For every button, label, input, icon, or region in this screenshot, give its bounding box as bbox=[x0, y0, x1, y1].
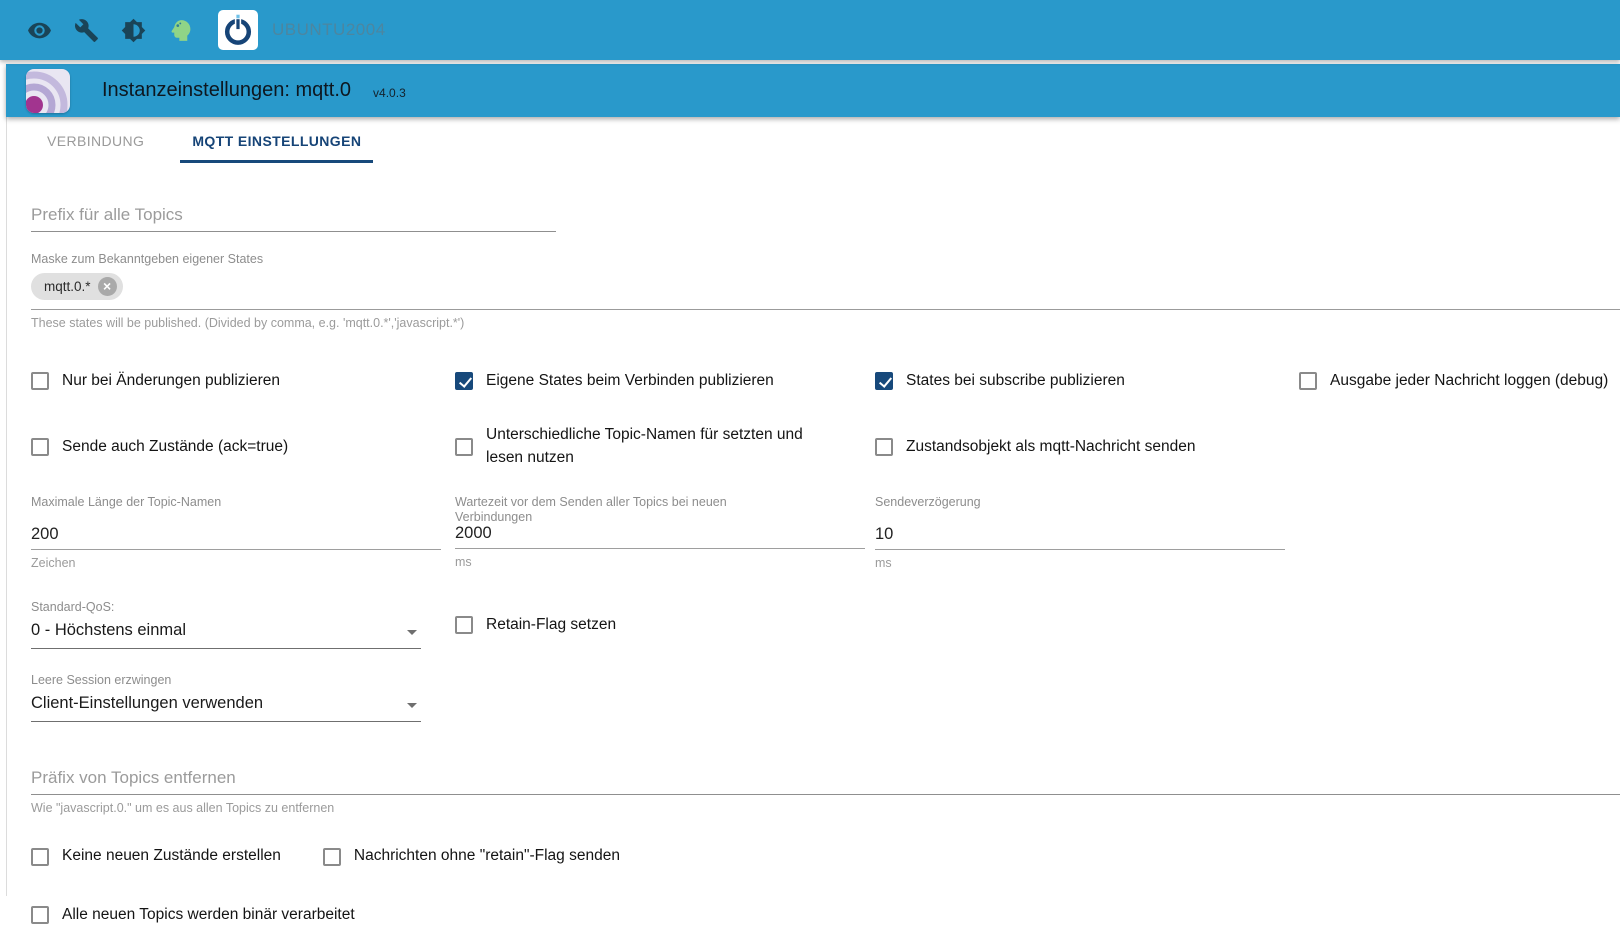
settings-panel bbox=[6, 117, 1620, 923]
checkbox-retain-flag[interactable]: Retain-Flag setzen bbox=[455, 614, 875, 636]
send-delay-new-connections-unit: ms bbox=[455, 555, 472, 570]
form-content bbox=[7, 163, 1620, 926]
checkbox-row-3 bbox=[31, 845, 1620, 867]
visibility-icon[interactable] bbox=[26, 17, 52, 43]
clean-session-label: Leere Session erzwingen bbox=[31, 673, 172, 688]
remove-prefix-block bbox=[31, 766, 1620, 815]
app-bar bbox=[0, 0, 1620, 60]
clean-session-selected-value: Client-Einstellungen verwenden bbox=[31, 694, 264, 713]
brightness-icon[interactable] bbox=[120, 17, 146, 43]
checkbox-box[interactable] bbox=[875, 438, 893, 456]
checkbox-row-4 bbox=[31, 904, 1620, 926]
checkbox-box[interactable] bbox=[31, 438, 49, 456]
prefix-all-topics-input[interactable] bbox=[31, 203, 556, 232]
qos-row bbox=[31, 600, 1620, 649]
mask-chip[interactable] bbox=[31, 273, 123, 300]
checkbox-box[interactable] bbox=[455, 438, 473, 456]
checkbox-different-topic-names[interactable]: Unterschiedliche Topic-Namen für setzten und lesen nutzen bbox=[455, 424, 875, 469]
checkbox-box[interactable] bbox=[1299, 372, 1317, 390]
mqtt-adapter-icon bbox=[26, 69, 70, 113]
checkbox-box[interactable] bbox=[455, 372, 473, 390]
send-delay-new-connections-label: Wartezeit vor dem Senden aller Topics bei neuen Verbindungen bbox=[455, 495, 727, 524]
qos-selected-value: 0 - Höchstens einmal bbox=[31, 621, 186, 640]
publish-mask-field[interactable] bbox=[31, 273, 1620, 310]
max-topic-length-input[interactable] bbox=[31, 523, 441, 550]
qos-label: Standard-QoS: bbox=[31, 600, 115, 615]
page-title: Instanzeinstellungen: mqtt.0 bbox=[102, 79, 352, 101]
publish-mask-block bbox=[31, 252, 1620, 330]
checkbox-binary-topics[interactable]: Alle neuen Topics werden binär verarbeitet bbox=[31, 904, 1620, 926]
checkbox-publish-states-on-subscribe[interactable]: States bei subscribe publizieren bbox=[875, 370, 1299, 392]
checkbox-box[interactable] bbox=[323, 848, 341, 866]
checkbox-send-state-object[interactable]: Zustandsobjekt als mqtt-Nachricht senden bbox=[875, 424, 1299, 469]
send-delay-new-connections-field bbox=[455, 495, 865, 570]
mask-chip-label: mqtt.0.* bbox=[44, 279, 91, 294]
checkbox-box[interactable] bbox=[875, 372, 893, 390]
send-delay-new-connections-input[interactable] bbox=[455, 522, 865, 549]
close-circle-icon[interactable]: × bbox=[98, 277, 117, 296]
remove-prefix-input[interactable] bbox=[31, 766, 1620, 795]
send-delay-label: Sendeverzögerung bbox=[875, 495, 981, 510]
chevron-down-icon bbox=[407, 630, 417, 635]
checkbox-publish-on-change[interactable]: Nur bei Änderungen publizieren bbox=[31, 370, 455, 392]
checkbox-box[interactable] bbox=[31, 906, 49, 924]
hostname-label: UBUNTU2004 bbox=[272, 20, 386, 39]
checkbox-send-without-retain[interactable]: Nachrichten ohne "retain"-Flag senden bbox=[323, 845, 620, 867]
checkbox-no-new-states[interactable]: Keine neuen Zustände erstellen bbox=[31, 845, 281, 867]
checkbox-box[interactable] bbox=[31, 372, 49, 390]
tab-bar bbox=[7, 117, 1620, 163]
tab-verbindung[interactable]: VERBINDUNG bbox=[47, 133, 145, 149]
checkbox-debug-log[interactable]: Ausgabe jeder Nachricht loggen (debug) bbox=[1299, 370, 1620, 392]
checkbox-send-ack-states[interactable]: Sende auch Zustände (ack=true) bbox=[31, 424, 455, 469]
clean-session-select[interactable] bbox=[31, 688, 421, 722]
checkbox-box[interactable] bbox=[455, 616, 473, 634]
assistant-head-icon[interactable] bbox=[167, 17, 193, 43]
send-delay-input[interactable] bbox=[875, 523, 1285, 550]
checkbox-row-1 bbox=[31, 370, 1620, 392]
max-topic-length-field bbox=[31, 495, 441, 570]
instance-title-bar bbox=[6, 64, 1620, 117]
number-fields-row bbox=[31, 495, 1620, 570]
max-topic-length-unit: Zeichen bbox=[31, 556, 76, 571]
wrench-icon[interactable] bbox=[73, 17, 99, 43]
checkbox-row-2 bbox=[31, 424, 1620, 469]
remove-prefix-helper: Wie "javascript.0." um es aus allen Topics zu entfernen bbox=[31, 801, 335, 816]
send-delay-unit: ms bbox=[875, 556, 892, 571]
chevron-down-icon bbox=[407, 703, 417, 708]
iobroker-logo[interactable] bbox=[218, 10, 258, 50]
max-topic-length-label: Maximale Länge der Topic-Namen bbox=[31, 495, 222, 510]
qos-select[interactable] bbox=[31, 615, 421, 649]
qos-select-block bbox=[31, 600, 455, 649]
tab-mqtt-einstellungen[interactable]: MQTT EINSTELLUNGEN bbox=[180, 117, 373, 163]
publish-mask-helper: These states will be published. (Divided by comma, e.g. 'mqtt.0.*','javascript.*') bbox=[31, 316, 465, 330]
checkbox-publish-own-states-on-connect[interactable]: Eigene States beim Verbinden publizieren bbox=[455, 370, 875, 392]
publish-mask-label: Maske zum Bekanntgeben eigener States bbox=[31, 252, 264, 266]
checkbox-box[interactable] bbox=[31, 848, 49, 866]
adapter-version: v4.0.3 bbox=[373, 85, 406, 100]
send-delay-field bbox=[875, 495, 1285, 570]
clean-session-block bbox=[31, 673, 1620, 722]
